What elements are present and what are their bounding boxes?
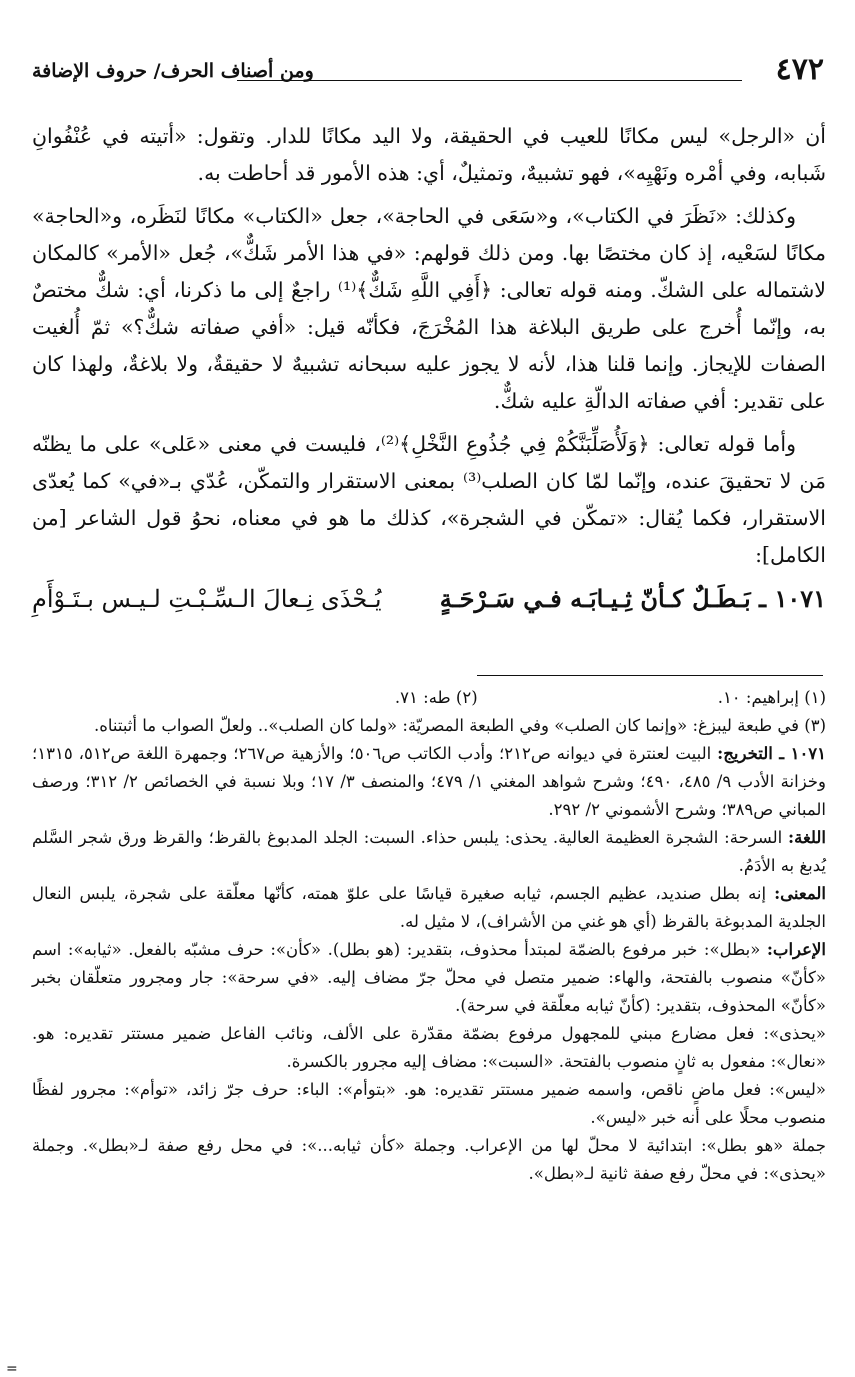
mana-block	[32, 880, 826, 936]
verse-number: ١٠٧١ ـ	[759, 584, 826, 613]
footnote-2: (٢) طه: ٧١.	[394, 688, 478, 707]
mana-label: المعنى:	[774, 884, 827, 903]
paragraph-2: وكذلك: «نَظَرَ في الكتاب»، و«سَعَى في الحاجة»، جعل «الكتاب» مكانًا لنَظَره، و«الحاجة» مكانًا لسَعْيه، إذ كان مختصًا بها. ومن ذلك قولهم: «في هذا الأمر شَكٌّ»، جُعل «الأمر» كالمكان لاشتماله على الشكّ. ومنه قوله تعالى: ﴿أَفِي اللَّهِ شَكٌّ﴾⁽¹⁾ راجعٌ إلى ما ذكرنا، أي: شكٌّ مختصٌ به، وإنّما أُخرج على طريق البلاغة هذا المُخْرَجَ، فكأنّه قيل: «أفي صفاته شكٌّ؟» ثمّ أُلغيت الصفات للإيجاز. وإنما قلنا هذا، لأنه لا يجوز عليه سبحانه تشبيهٌ لا حقيقةٌ، ولا بلاغةٌ، ولهذا كان على تقدير: أفي صفاته الدالّةِ عليه شكٌّ.	[32, 204, 827, 413]
irab-block-3: «ليس»: فعل ماضٍ ناقص، واسمه ضمير مستتر تقديره: هو. «بتوأم»: الباء: حرف جرّ زائد، «توأم»: مجرور لفظًا منصوب محلًا على أنه خبر «ليس».	[32, 1080, 826, 1127]
irab-block	[32, 936, 826, 1020]
takhrij-block	[32, 740, 826, 824]
takhrij-label: ١٠٧١ ـ التخريج:	[717, 744, 827, 763]
takhrij-text: البيت لعنترة في ديوانه ص٢١٢؛ وأدب الكاتب ص٥٠٦؛ والأزهية ص٢٦٧؛ وجمهرة اللغة ص٥١٢، ١٣١٥؛ وخزانة الأدب ٩/ ٤٨٥، ٤٩٠؛ وشرح شواهد المغني ١/ ٤٧٩؛ والمنصف ٣/ ١٧؛ وبلا نسبة في الخصائص ٢/ ٣١٢؛ ورصف المباني ص٣٨٩؛ وشرح الأشموني ٢/ ٢٩٢.	[32, 744, 826, 819]
footnote-1: (١) إبراهيم: ١٠.	[717, 688, 826, 707]
main-text	[32, 118, 826, 620]
irab-label: الإعراب:	[766, 940, 826, 959]
edge-mark: =	[6, 1361, 18, 1377]
footnotes-section	[32, 684, 826, 1188]
jumal-block: جملة «هو بطل»: ابتدائية لا محلّ لها من الإعراب. وجملة «كأن ثيابه...»: في محل رفع صفة لـ«بطل». وجملة «يحذى»: في محلّ رفع صفة ثانية لـ«بطل».	[32, 1136, 826, 1183]
poetry-verse	[32, 578, 826, 620]
paragraph-3: وأما قوله تعالى: ﴿وَلَأُصَلِّبَنَّكُمْ فِي جُذُوعِ النَّخْلِ﴾⁽²⁾، فليست في معنى «عَلى» على ما يظنّه مَن لا تحقيقَ عنده، وإنّما لمّا كان الصلب⁽³⁾ بمعنى الاستقرار والتمكّن، عُدّي بـ«في» كما يُعدّى الاستقرار، فكما يُقال: «تمكّن في الشجرة»، كذلك ما هو في معناه، نحوُ قول الشاعر [من الكامل]:	[32, 432, 826, 567]
verse-hemistich-1: بَـطَـلٌ كـأنّ ثِـيـابَـه فـي سَـرْحَـةٍ	[439, 584, 751, 613]
page-number: ٤٧٢	[775, 52, 824, 87]
lugha-label: اللغة:	[788, 828, 827, 847]
lugha-block	[32, 824, 826, 880]
mana-text: إنه بطل صنديد، عظيم الجسم، ثيابه صغيرة قياسًا على علوّ همته، كأنّها معلّقة على شجرة، يلبس النعال الجلدية المدبوغة بالقرظ (أي هو غني من الأشراف)، لا مثيل له.	[32, 884, 826, 931]
footnote-3: (٣) في طبعة ليبزغ: «وإنما كان الصلب» وفي الطبعة المصريّة: «ولما كان الصلب».. ولعلّ الصواب ما أثبتناه.	[93, 716, 826, 735]
footnote-rule	[477, 675, 823, 676]
verse-hemistich-2: يُـحْذَى نِـعالَ الـسِّـبْـتِ لـيـس بـتَـوْأَمِ	[32, 585, 382, 613]
page-header	[32, 52, 824, 92]
verse-first-half	[440, 578, 826, 620]
irab-block-2: «يحذى»: فعل مضارع مبني للمجهول مرفوع بضمّة مقدّرة على الألف، ونائب الفاعل ضمير مستتر تقديره: هو. «نعال»: مفعول به ثانٍ منصوب بالفتحة. «السبت»: مضاف إليه مجرور بالكسرة.	[32, 1024, 826, 1071]
footnote-row	[32, 684, 826, 712]
paragraph-1: أن «الرجل» ليس مكانًا للعيب في الحقيقة، ولا اليد مكانًا للدار. وتقول: «أتيته في عُنْفُوانِ شَبابه، وفي أمْره ونَهْيِه»، فهو تشبيهٌ، وتمثيلٌ، أي: هذه الأمور قد أحاطت به.	[32, 124, 826, 185]
running-title: ومن أصناف الحرف/ حروف الإضافة	[32, 60, 314, 82]
lugha-text: السرحة: الشجرة العظيمة العالية. يحذى: يلبس حذاء. السبت: الجلد المدبوغ بالقرظ؛ والقرظ ورق شجر السَّلم يُدبغ به الأدَمُ.	[32, 828, 826, 875]
irab-text-1: «بطل»: خبر مرفوع بالضمّة لمبتدأ محذوف، بتقدير: (هو بطل). «كأن»: حرف مشبّه بالفعل. «ثيابه»: اسم «كأنّ» منصوب بالفتحة، والهاء: ضمير متصل في محلّ جرّ مضاف إليه. «في سرحة»: جار ومجرور متعلّقان بخبر «كأنّ» المحذوف، بتقدير: (كأنّ ثيابه معلّقة في سرحة).	[32, 940, 826, 1015]
